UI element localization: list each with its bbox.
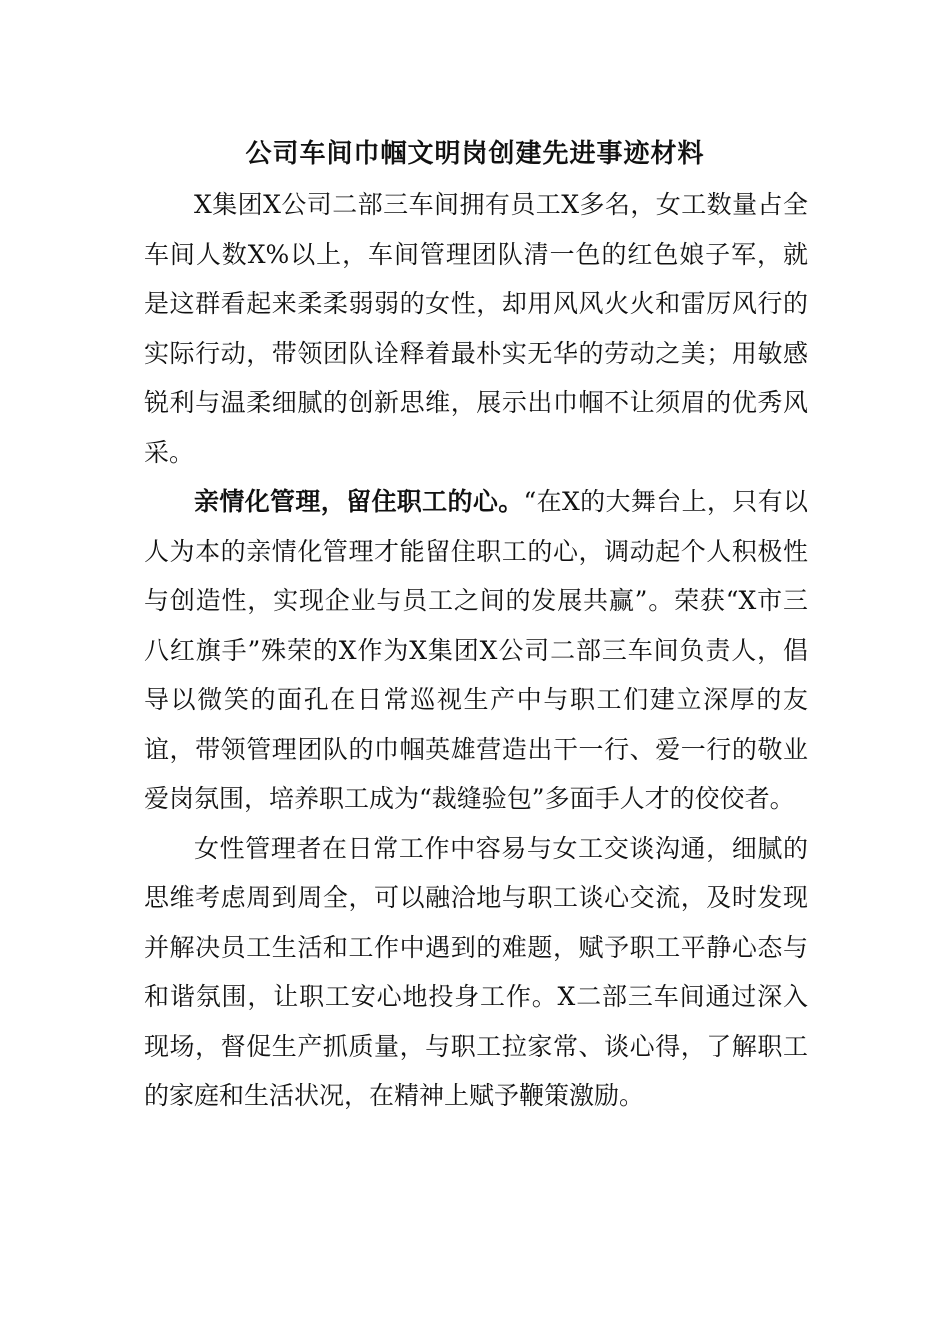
paragraph-lead: 亲情化管理，留住职工的心。: [194, 487, 524, 516]
paragraph-text: “在X的大舞台上，只有以人为本的亲情化管理才能留住职工的心，调动起个人积极性与创造性，实现企业与员工之间的发展共赢”。荣获“X市三八红旗手”殊荣的X作为X集团X公司二部三车间负责人，倡导以微笑的面孔在日常巡视生产中与职工们建立深厚的友谊，带领管理团队的巾帼英雄营造出干一行、爱一行的敬业爱岗氛围，培养职工成为“裁缝验包”多面手人才的佼佼者。: [144, 487, 808, 813]
paragraph-text: 女性管理者在日常工作中容易与女工交谈沟通，细腻的思维考虑周到周全，可以融洽地与职工谈心交流，及时发现并解决员工生活和工作中遇到的难题，赋予职工平静心态与和谐氛围，让职工安心地投身工作。X二部三车间通过深入现场，督促生产抓质量，与职工拉家常、谈心得，了解职工的家庭和生活状况，在精神上赋予鞭策激励。: [144, 833, 808, 1110]
paragraph-text: X集团X公司二部三车间拥有员工X多名，女工数量占全车间人数X%以上，车间管理团队清一色的红色娘子军，就是这群看起来柔柔弱弱的女性，却用风风火火和雷厉风行的实际行动，带领团队诠释着最朴实无华的劳动之美；用敏感锐利与温柔细腻的创新思维，展示出巾帼不让须眉的优秀风采。: [144, 190, 808, 467]
paragraph-intro: [144, 180, 808, 477]
paragraph-family-management: [144, 477, 808, 824]
document-title: 公司车间巾帼文明岗创建先进事迹材料: [245, 139, 705, 169]
document-body: [144, 180, 808, 1121]
paragraph-female-managers: [144, 824, 808, 1121]
